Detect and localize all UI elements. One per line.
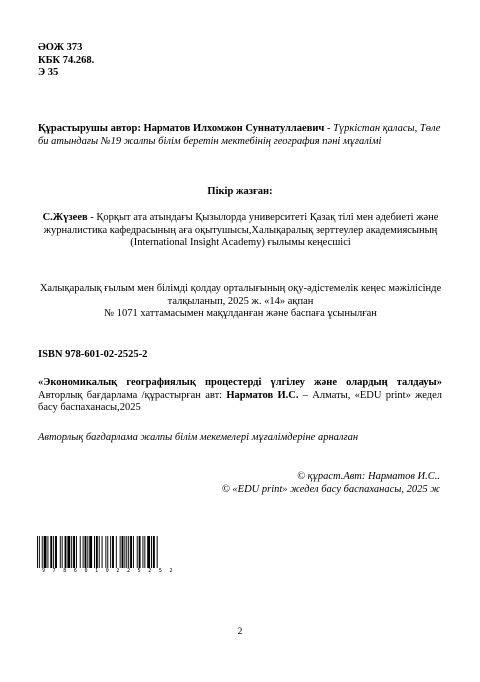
udc-code: ӘОЖ 373 <box>38 42 83 53</box>
review-heading: Пікір жазған: <box>207 186 273 197</box>
author-separator: - <box>324 123 334 134</box>
barcode-bar <box>55 536 57 568</box>
barcode-bar <box>120 536 121 568</box>
reviewer-block <box>38 212 443 250</box>
barcode-bar <box>73 536 75 568</box>
barcode-bar <box>147 536 150 568</box>
barcode-bar <box>137 536 138 568</box>
biblio-text-1: Авторлық бағдарлама /құрастырған авт: <box>38 389 227 401</box>
biblio-text-2: – Алматы, «EDU print» жедел басу баспаханасы,2025 <box>38 389 442 413</box>
barcode-bar <box>39 536 40 568</box>
copyright-block <box>222 470 440 496</box>
barcode-bar <box>133 536 134 568</box>
barcode-bar <box>122 536 124 568</box>
lbc-code: КБК 74.268. <box>38 54 95 66</box>
author-affiliation: Түркістан қаласы, Төле би атындағы №19 жалпы білім беретін мектебінің география пәні мұғалімі <box>38 123 441 147</box>
barcode-bar <box>47 536 48 568</box>
barcode-bar <box>116 536 117 568</box>
biblio-author: Нарматов И.С. <box>226 389 299 401</box>
page-number: 2 <box>237 627 243 637</box>
barcode-bar <box>65 536 67 568</box>
barcode-bar <box>89 536 92 568</box>
barcode-bar <box>130 536 132 568</box>
bibliographic-record <box>38 377 442 415</box>
reviewer-description: - Қорқыт ата атындағы Қызылорда университеті Қазақ тілі мен әдебиеті және журналистика кафедрасының аға оқытушысы,Халықаралық зерттеулер академиясының (International Insight Academy) ғылымы кеңесшісі <box>43 212 439 248</box>
approval-line-1: Халықаралық ғылым мен білімді қолдау орталығының оқу-әдістемелік кеңес мәжілісінде талқыланып, 2025 ж. «14» ақпан <box>39 283 442 307</box>
barcode-bar <box>110 536 111 568</box>
barcode-bar <box>139 536 141 568</box>
barcode-bar <box>112 536 114 568</box>
barcode-bar <box>83 536 84 568</box>
barcode-bar <box>50 536 52 568</box>
barcode-bar <box>128 536 129 568</box>
barcode-bar <box>42 536 43 568</box>
reviewer-name: С.Жүзеев <box>42 212 88 223</box>
barcode-bar <box>144 536 145 568</box>
barcode-bar <box>87 536 88 568</box>
barcode-bar <box>60 536 61 568</box>
barcode-bar <box>124 536 125 568</box>
barcode-bar <box>67 536 70 568</box>
classification-codes <box>38 42 94 80</box>
barcode-bar <box>157 536 158 568</box>
barcode-bar <box>102 536 103 568</box>
barcode-bar <box>151 536 152 568</box>
barcode-bar <box>142 536 143 568</box>
target-audience: Авторлық бағдарлама жалпы білім мекемелері мұғалімдеріне арналған <box>38 432 359 443</box>
barcode-bar <box>44 536 47 568</box>
barcode-bar <box>80 536 81 568</box>
barcode-bar <box>107 536 108 568</box>
barcode-bar <box>53 536 54 568</box>
copyright-author: © құраст.Авт: Нарматов И.С.. <box>297 471 440 482</box>
author-label: Құрастырушы автор: Нарматов Илхомжон Суннатуллаевич <box>38 123 325 134</box>
barcode-bar <box>126 536 127 568</box>
barcode-bar <box>71 536 72 568</box>
barcode-bar <box>85 536 87 568</box>
author-mark: Э 35 <box>38 67 59 78</box>
barcode-bar <box>76 536 77 568</box>
approval-line-2: № 1071 хаттамасымен мақұлданған және баспаға ұсынылған <box>104 308 377 319</box>
barcode-bar <box>105 536 106 568</box>
book-title: «Экономикалық географиялық процестерді үлгілеу және олардың талдауы» <box>38 377 442 388</box>
author-block <box>38 123 443 148</box>
barcode-bar <box>99 536 100 568</box>
barcode-bar <box>94 536 95 568</box>
barcode-bar <box>62 536 63 568</box>
isbn: ISBN 978-601-02-2525-2 <box>38 349 148 360</box>
barcode-bars <box>37 536 159 568</box>
approval-block <box>38 283 443 321</box>
copyright-publisher: © «EDU print» жедел басу баспаханасы, 2025 ж <box>221 484 440 495</box>
barcode-digits: 9 7 8 6 0 1 0 2 2 5 2 5 2 <box>42 568 175 574</box>
barcode-bar <box>96 536 98 568</box>
barcode-bar <box>37 536 38 568</box>
barcode-bar <box>153 536 155 568</box>
